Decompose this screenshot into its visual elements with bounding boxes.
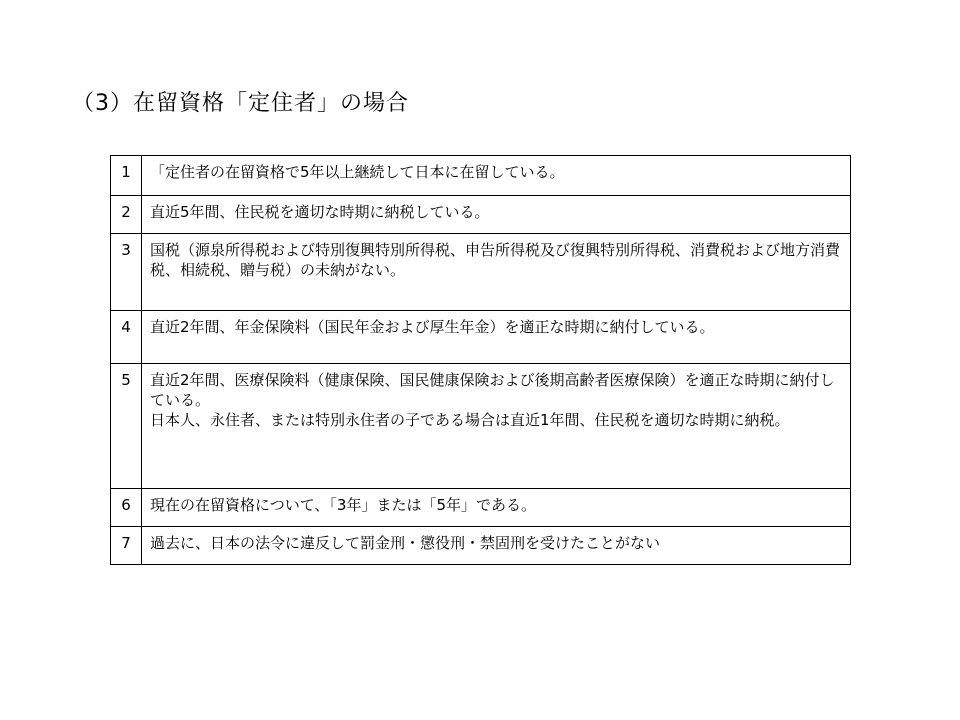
requirement-number: 7 (111, 527, 142, 565)
table-row (111, 489, 851, 527)
table-row (111, 234, 851, 311)
requirement-number: 2 (111, 196, 142, 234)
requirements-table (110, 155, 851, 565)
table-row (111, 311, 851, 364)
requirement-number: 6 (111, 489, 142, 527)
table-row (111, 196, 851, 234)
requirement-text: 直近2年間、医療保険料（健康保険、国民健康保険および後期高齢者医療保険）を適正な時期に納付している。 日本人、永住者、または特別永住者の子である場合は直近1年間、住民税を適切な時期に納税。 (142, 364, 851, 489)
page-title: （3）在留資格「定住者」の場合 (72, 91, 409, 116)
table-row (111, 364, 851, 489)
requirement-text: 直近5年間、住民税を適切な時期に納税している。 (142, 196, 851, 234)
requirement-number: 1 (111, 156, 142, 196)
requirement-number: 5 (111, 364, 142, 489)
requirement-text: 「定住者の在留資格で5年以上継続して日本に在留している。 (142, 156, 851, 196)
requirement-text: 直近2年間、年金保険料（国民年金および厚生年金）を適正な時期に納付している。 (142, 311, 851, 364)
requirement-number: 4 (111, 311, 142, 364)
requirement-text: 国税（源泉所得税および特別復興特別所得税、申告所得税及び復興特別所得税、消費税および地方消費税、相続税、贈与税）の未納がない。 (142, 234, 851, 311)
table-row (111, 527, 851, 565)
requirement-text: 過去に、日本の法令に違反して罰金刑・懲役刑・禁固刑を受けたことがない (142, 527, 851, 565)
requirement-text: 現在の在留資格について、「3年」または「5年」である。 (142, 489, 851, 527)
table-row (111, 156, 851, 196)
requirement-number: 3 (111, 234, 142, 311)
